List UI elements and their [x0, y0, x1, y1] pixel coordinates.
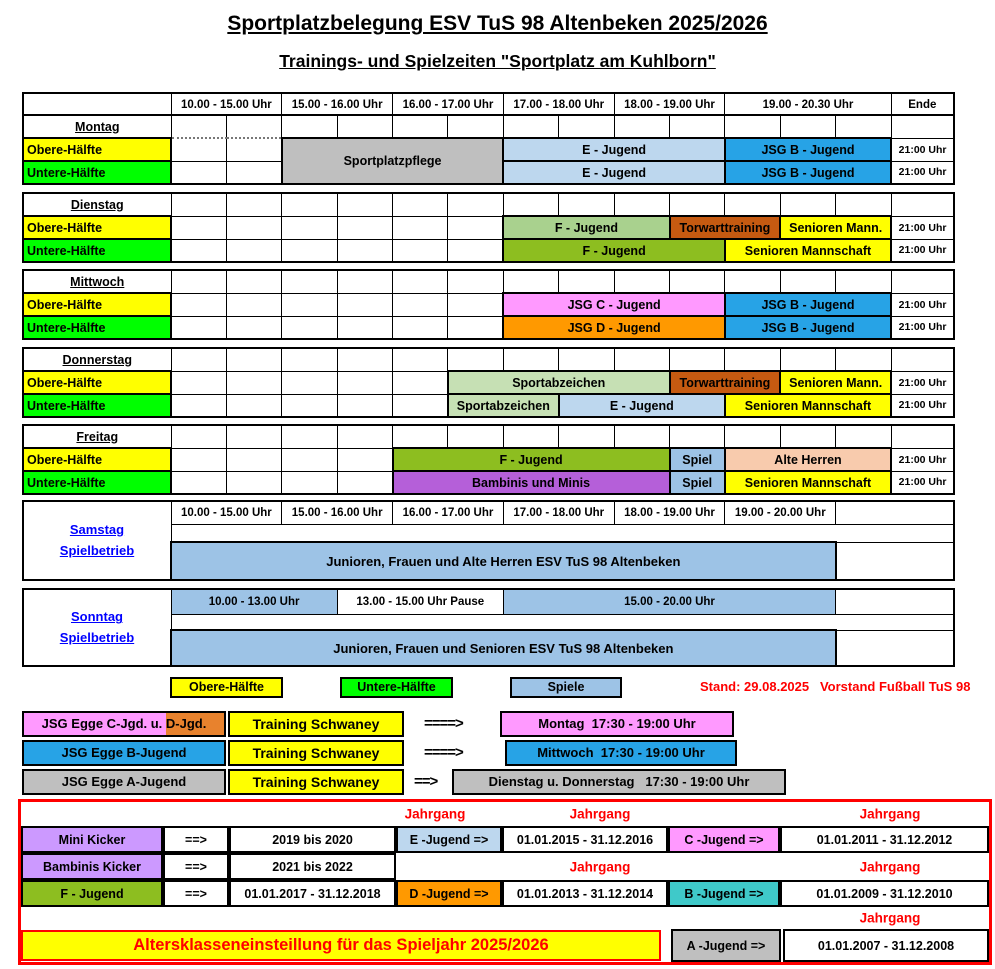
block-sportabzeichen: Sportabzeichen	[448, 394, 559, 417]
empty-slot	[725, 348, 780, 371]
row-label-untere: Untere-Hälfte	[23, 239, 171, 262]
empty-slot	[559, 425, 614, 448]
empty-slot	[337, 270, 392, 293]
empty-slot	[780, 115, 835, 138]
empty-slot	[725, 193, 780, 216]
block-spiel: Spiel	[670, 471, 725, 494]
jahrgang-label: Jahrgang	[859, 806, 921, 822]
empty-slot	[282, 448, 337, 471]
age-cell-01-01-2017-31-12-2018: 01.01.2017 - 31.12.2018	[229, 880, 396, 907]
empty-slot	[282, 425, 337, 448]
empty-slot	[393, 371, 448, 394]
empty-slot	[282, 316, 337, 339]
empty-slot	[337, 115, 392, 138]
jsg-egge-section	[0, 711, 995, 801]
day-label: Dienstag	[23, 193, 171, 216]
empty-slot	[780, 270, 835, 293]
empty-slot	[171, 394, 226, 417]
empty-slot	[393, 394, 448, 417]
empty-slot	[725, 270, 780, 293]
age-cell-bambinis-kicker: Bambinis Kicker	[21, 853, 163, 880]
row-label-untere: Untere-Hälfte	[23, 394, 171, 417]
time-col-header: 18.00 - 19.00 Uhr	[614, 93, 725, 116]
block-senioren-mannschaft: Senioren Mannschaft	[725, 239, 891, 262]
ende-time: 21:00 Uhr	[891, 138, 954, 161]
empty-slot	[836, 115, 891, 138]
empty-slot	[891, 270, 954, 293]
row-label-obere: Obere-Hälfte	[23, 293, 171, 316]
empty-slot	[226, 161, 281, 184]
block-jsg-d-jugend: JSG D - Jugend	[503, 316, 725, 339]
empty-slot	[614, 193, 669, 216]
empty-slot	[614, 270, 669, 293]
empty-slot	[282, 239, 337, 262]
empty-slot	[393, 193, 448, 216]
empty-slot	[171, 371, 226, 394]
empty-slot	[226, 425, 281, 448]
empty-slot	[282, 394, 337, 417]
block-jsg-b-jugend: JSG B - Jugend	[725, 316, 891, 339]
age-cell-b-jugend-: B -Jugend =>	[668, 880, 780, 907]
empty-slot	[448, 270, 503, 293]
age-cell-01-01-2015-31-12-2016: 01.01.2015 - 31.12.2016	[502, 826, 668, 853]
ende-time: 21:00 Uhr	[891, 161, 954, 184]
ende-time: 21:00 Uhr	[891, 293, 954, 316]
empty-slot	[226, 239, 281, 262]
empty-slot	[670, 193, 725, 216]
time-col-header: 19.00 - 20.00 Uhr	[725, 501, 836, 525]
block-sportplatzpflege: Sportplatzpflege	[282, 138, 504, 184]
jsg-time-cell: Dienstag u. Donnerstag 17:30 - 19:00 Uhr	[452, 769, 786, 795]
age-row-f-jugend	[21, 880, 989, 907]
age-cell--: ==>	[163, 826, 229, 853]
ende-time: 21:00 Uhr	[891, 448, 954, 471]
block-sportabzeichen: Sportabzeichen	[448, 371, 670, 394]
spacer-row	[171, 615, 954, 631]
age-row-a-jugend	[21, 929, 989, 962]
empty-slot	[282, 270, 337, 293]
empty-slot	[836, 348, 891, 371]
empty-slot	[171, 316, 226, 339]
age-cell-f-jugend: F - Jugend	[21, 880, 163, 907]
empty-slot	[780, 193, 835, 216]
empty-slot	[891, 425, 954, 448]
block-f-jugend: F - Jugend	[503, 216, 669, 239]
empty-slot	[670, 115, 725, 138]
stand-note: Stand: 29.08.2025 Vorstand Fußball TuS 98	[700, 679, 971, 694]
ende-time: 21:00 Uhr	[891, 216, 954, 239]
time-col-header: 10.00 - 15.00 Uhr	[171, 501, 282, 525]
time-col-header: 15.00 - 16.00 Uhr	[282, 93, 393, 116]
empty-slot	[171, 348, 226, 371]
empty-slot	[337, 216, 392, 239]
empty-slot	[171, 193, 226, 216]
empty-slot	[780, 348, 835, 371]
empty-slot	[337, 471, 392, 494]
mittwoch-table	[22, 269, 955, 340]
arrow-glyph: ====>	[424, 744, 463, 761]
empty-slot	[448, 293, 503, 316]
age-cell-e-jugend-: E -Jugend =>	[396, 826, 502, 853]
empty-slot	[226, 448, 281, 471]
jsg-club-cell: JSG Egge A-Jugend	[22, 769, 226, 795]
time-col-header: 10.00 - 13.00 Uhr	[171, 589, 337, 615]
empty-slot	[670, 425, 725, 448]
empty-slot	[393, 425, 448, 448]
empty-slot	[282, 371, 337, 394]
time-col-header: 16.00 - 17.00 Uhr	[393, 93, 504, 116]
empty-slot	[836, 501, 954, 525]
block-senioren-mannschaft: Senioren Mannschaft	[725, 471, 891, 494]
time-col-header: 17.00 - 18.00 Uhr	[503, 501, 614, 525]
block-jsg-b-jugend: JSG B - Jugend	[725, 161, 891, 184]
jsg-time-cell: Montag 17:30 - 19:00 Uhr	[500, 711, 734, 737]
jahrgang-label: Jahrgang	[569, 806, 631, 822]
empty-slot	[337, 448, 392, 471]
empty-slot	[171, 270, 226, 293]
weekend-bar: Junioren, Frauen und Senioren ESV TuS 98 Altenbeken	[171, 630, 836, 666]
age-cell-mini-kicker: Mini Kicker	[21, 826, 163, 853]
arrow-glyph: ====>	[424, 715, 463, 732]
samstag-table	[22, 500, 955, 581]
ende-time: 21:00 Uhr	[891, 239, 954, 262]
empty-slot	[226, 216, 281, 239]
age-row-mini-kicker	[21, 826, 989, 853]
empty-slot	[226, 293, 281, 316]
empty-slot	[226, 394, 281, 417]
empty-slot	[448, 193, 503, 216]
age-class-banner: Altersklasseneinsteillung für das Spieljahr 2025/2026	[21, 930, 661, 961]
empty-slot	[448, 316, 503, 339]
empty-slot	[171, 471, 226, 494]
empty-slot	[448, 348, 503, 371]
block-jsg-b-jugend: JSG B - Jugend	[725, 138, 891, 161]
age-cell--: ==>	[163, 880, 229, 907]
page-subtitle: Trainings- und Spielzeiten "Sportplatz am Kuhlborn"	[279, 51, 716, 71]
jahrgang-label: Jahrgang	[404, 806, 466, 822]
jsg-training-cell: Training Schwaney	[228, 740, 404, 766]
empty-slot	[393, 348, 448, 371]
empty-slot	[337, 239, 392, 262]
empty-slot	[670, 348, 725, 371]
empty-slot	[282, 193, 337, 216]
row-label-obere: Obere-Hälfte	[23, 216, 171, 239]
age-cell-a-jugend: A -Jugend =>	[671, 929, 781, 962]
empty-slot	[337, 316, 392, 339]
empty-slot	[226, 138, 281, 161]
empty-slot	[836, 630, 954, 666]
empty-slot	[725, 115, 780, 138]
empty-slot	[282, 471, 337, 494]
age-cell-c-jugend-: C -Jugend =>	[668, 826, 780, 853]
empty-slot	[337, 193, 392, 216]
empty-slot	[282, 293, 337, 316]
day-label: Donnerstag	[23, 348, 171, 371]
block-spiel: Spiel	[670, 448, 725, 471]
block-senioren-mannschaft: Senioren Mannschaft	[725, 394, 891, 417]
time-col-header: 15.00 - 16.00 Uhr	[282, 501, 393, 525]
empty-slot	[171, 161, 226, 184]
empty-slot	[448, 115, 503, 138]
block-senioren-mann-: Senioren Mann.	[780, 371, 891, 394]
legend	[0, 677, 995, 701]
empty-slot	[836, 542, 954, 580]
block-torwarttraining: Torwarttraining	[670, 371, 781, 394]
empty-slot	[282, 216, 337, 239]
sonntag-table	[22, 588, 955, 667]
empty-slot	[559, 193, 614, 216]
empty-slot	[337, 348, 392, 371]
empty-slot	[171, 115, 226, 138]
empty-slot	[171, 448, 226, 471]
empty-slot	[503, 348, 558, 371]
empty-slot	[171, 293, 226, 316]
weekend-label-line[interactable]: Sonntag	[71, 609, 123, 625]
block-jsg-c-jugend: JSG C - Jugend	[503, 293, 725, 316]
empty-slot	[226, 193, 281, 216]
empty-slot	[503, 115, 558, 138]
empty-slot	[226, 270, 281, 293]
empty-slot	[393, 115, 448, 138]
day-label: Mittwoch	[23, 270, 171, 293]
empty-slot	[393, 239, 448, 262]
legend-untere-haelfte: Untere-Hälfte	[340, 677, 453, 698]
row-label-obere: Obere-Hälfte	[23, 448, 171, 471]
empty-slot	[337, 394, 392, 417]
time-col-header: 18.00 - 19.00 Uhr	[614, 501, 725, 525]
empty-slot	[503, 270, 558, 293]
weekend-label[interactable]	[23, 589, 171, 666]
donnerstag-table	[22, 347, 955, 418]
empty-slot	[503, 193, 558, 216]
jsg-time-cell: Mittwoch 17:30 - 19:00 Uhr	[505, 740, 737, 766]
age-cell-01-01-2011-31-12-2012: 01.01.2011 - 31.12.2012	[780, 826, 989, 853]
block-e-jugend: E - Jugend	[503, 161, 725, 184]
empty-slot	[226, 348, 281, 371]
jsg-club-cell: JSG Egge B-Jugend	[22, 740, 226, 766]
empty-slot	[503, 425, 558, 448]
empty-slot	[171, 216, 226, 239]
empty-slot	[337, 371, 392, 394]
empty-slot	[836, 193, 891, 216]
time-col-header: 19.00 - 20.30 Uhr	[725, 93, 891, 116]
empty-slot	[670, 270, 725, 293]
empty-slot	[836, 270, 891, 293]
block-e-jugend: E - Jugend	[503, 138, 725, 161]
row-label-untere: Untere-Hälfte	[23, 161, 171, 184]
empty-slot	[780, 425, 835, 448]
row-label-obere: Obere-Hälfte	[23, 138, 171, 161]
empty-slot	[559, 270, 614, 293]
empty-slot	[891, 348, 954, 371]
jsg-club-cell: JSG Egge C-Jgd. u. D-Jgd.	[22, 711, 226, 737]
jahrgang-label: Jahrgang	[569, 859, 631, 874]
jahrgang-row	[21, 907, 989, 929]
day-label: Montag	[23, 115, 171, 138]
empty-slot	[448, 239, 503, 262]
age-cell-d-jugend-: D -Jugend =>	[396, 880, 502, 907]
block-torwarttraining: Torwarttraining	[670, 216, 781, 239]
jahrgang-row	[21, 802, 989, 826]
empty-slot	[891, 193, 954, 216]
jahrgang-label: Jahrgang	[859, 859, 921, 874]
weekend-label-line[interactable]: Spielbetrieb	[59, 542, 135, 558]
time-col-header: 17.00 - 18.00 Uhr	[503, 93, 614, 116]
age-row-bambinis-kicker	[21, 853, 989, 880]
age-cell-2019-bis-2020: 2019 bis 2020	[229, 826, 396, 853]
time-col-header: 13.00 - 15.00 Uhr Pause	[337, 589, 503, 615]
ende-header: Ende	[891, 93, 954, 116]
jahrgang-label: Jahrgang	[859, 910, 921, 926]
age-cell-2021-bis-2022: 2021 bis 2022	[229, 853, 396, 880]
empty-slot	[171, 239, 226, 262]
corner-cell	[23, 93, 171, 116]
time-col-header: 10.00 - 15.00 Uhr	[171, 93, 282, 116]
age-cell-a-jugend-dates: 01.01.2007 - 31.12.2008	[783, 929, 989, 962]
empty-slot	[448, 425, 503, 448]
empty-slot	[393, 270, 448, 293]
empty-slot	[614, 425, 669, 448]
dienstag-table	[22, 192, 955, 263]
block-alte-herren: Alte Herren	[725, 448, 891, 471]
empty-slot	[171, 425, 226, 448]
empty-slot	[614, 348, 669, 371]
day-label: Freitag	[23, 425, 171, 448]
freitag-table	[22, 424, 955, 495]
empty-slot	[337, 425, 392, 448]
weekend-bar: Junioren, Frauen und Alte Herren ESV TuS 98 Altenbeken	[171, 542, 836, 580]
empty-slot	[725, 425, 780, 448]
age-cell-01-01-2013-31-12-2014: 01.01.2013 - 31.12.2014	[502, 880, 668, 907]
empty-slot	[891, 115, 954, 138]
time-col-header: 16.00 - 17.00 Uhr	[393, 501, 504, 525]
row-label-untere: Untere-Hälfte	[23, 471, 171, 494]
empty-slot	[448, 216, 503, 239]
empty-slot	[226, 471, 281, 494]
empty-slot	[836, 589, 954, 615]
empty-slot	[226, 115, 281, 138]
time-col-header: 15.00 - 20.00 Uhr	[503, 589, 835, 615]
empty-slot	[226, 316, 281, 339]
age-class-table	[18, 799, 992, 965]
jsg-training-cell: Training Schwaney	[228, 711, 404, 737]
age-cell--: ==>	[163, 853, 229, 880]
block-bambinis-und-minis: Bambinis und Minis	[393, 471, 670, 494]
empty-slot	[836, 425, 891, 448]
ende-time: 21:00 Uhr	[891, 371, 954, 394]
arrow-glyph: ==>	[414, 773, 438, 790]
page-title: Sportplatzbelegung ESV TuS 98 Altenbeken 2025/2026	[227, 12, 768, 35]
ende-time: 21:00 Uhr	[891, 394, 954, 417]
legend-obere-haelfte: Obere-Hälfte	[170, 677, 283, 698]
empty-slot	[282, 115, 337, 138]
empty-slot	[559, 348, 614, 371]
block-f-jugend: F - Jugend	[393, 448, 670, 471]
empty-slot	[393, 293, 448, 316]
block-e-jugend: E - Jugend	[559, 394, 725, 417]
empty-slot	[614, 115, 669, 138]
ende-time: 21:00 Uhr	[891, 471, 954, 494]
empty-slot	[282, 348, 337, 371]
jsg-training-cell: Training Schwaney	[228, 769, 404, 795]
spacer-row	[171, 525, 954, 543]
empty-slot	[337, 293, 392, 316]
weekend-label-line[interactable]: Spielbetrieb	[59, 629, 135, 645]
empty-slot	[171, 138, 226, 161]
row-label-untere: Untere-Hälfte	[23, 316, 171, 339]
empty-slot	[559, 115, 614, 138]
montag-table	[22, 114, 955, 185]
empty-slot	[393, 316, 448, 339]
row-label-obere: Obere-Hälfte	[23, 371, 171, 394]
empty-slot	[393, 216, 448, 239]
legend-spiele: Spiele	[510, 677, 622, 698]
ende-time: 21:00 Uhr	[891, 316, 954, 339]
weekend-label-line[interactable]: Samstag	[69, 522, 125, 538]
block-jsg-b-jugend: JSG B - Jugend	[725, 293, 891, 316]
age-cell-01-01-2009-31-12-2010: 01.01.2009 - 31.12.2010	[780, 880, 989, 907]
block-senioren-mann-: Senioren Mann.	[780, 216, 891, 239]
block-f-jugend: F - Jugend	[503, 239, 725, 262]
weekend-label[interactable]	[23, 501, 171, 580]
empty-slot	[226, 371, 281, 394]
